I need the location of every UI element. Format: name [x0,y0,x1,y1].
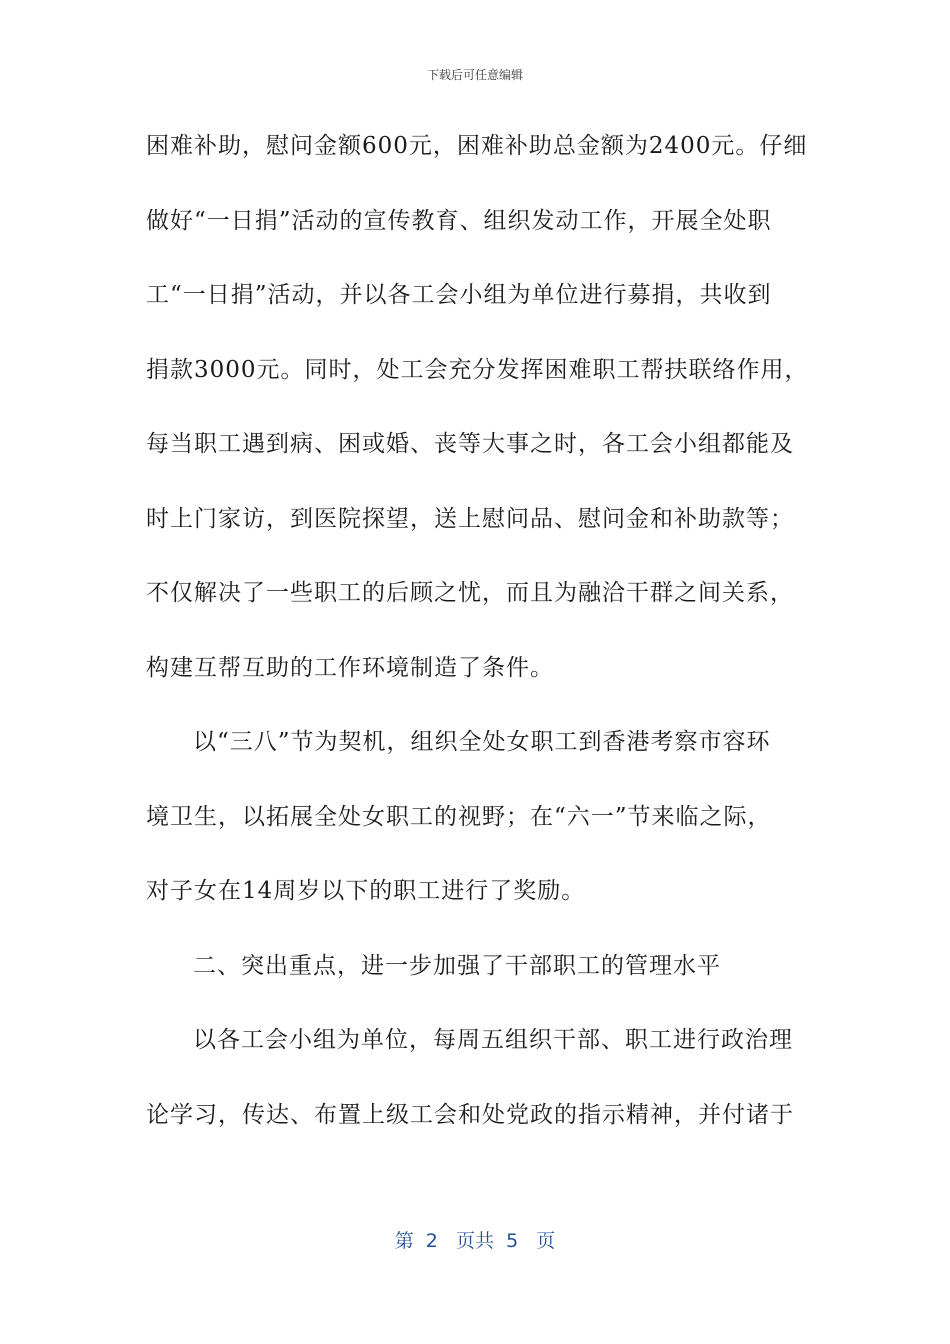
paragraph-line: 以各工会小组为单位，每周五组织干部、职工进行政治理 [193,1027,793,1053]
paragraph-line: 境卫生，以拓展全处女职工的视野；在“六一”节来临之际， [146,803,772,830]
paragraph-line: 捐款3000元。同时，处工会充分发挥困难职工帮扶联络作用， [146,356,809,383]
section-heading: 二、突出重点，进一步加强了干部职工的管理水平 [193,952,721,979]
document-body [146,118,809,1161]
paragraph-line: 时上门家访，到医院探望，送上慰问品、慰问金和补助款等； [146,505,794,532]
page-number-footer: 第 2 页共 5 页 [394,1230,556,1252]
paragraph-line: 论学习，传达、布置上级工会和处党政的指示精神，并付诸于 [146,1101,794,1128]
paragraph-line: 构建互帮互助的工作环境制造了条件。 [146,654,554,681]
page-header-note: 下载后可任意编辑 [426,68,523,82]
paragraph-line: 工“一日捐”活动，并以各工会小组为单位进行募捐，共收到 [146,282,772,308]
paragraph-line: 对子女在14周岁以下的职工进行了奖励。 [146,878,586,904]
paragraph-line: 每当职工遇到病、困或婚、丧等大事之时，各工会小组都能及 [146,431,794,457]
paragraph-line: 做好“一日捐”活动的宣传教育、组织发动工作，开展全处职 [146,207,772,234]
paragraph-line: 不仅解决了一些职工的后顾之忧，而且为融洽干群之间关系， [146,580,794,606]
paragraph-line: 困难补助，慰问金额600元，困难补助总金额为2400元。仔细 [146,133,808,159]
paragraph-line: 以“三八”节为契机，组织全处女职工到香港考察市容环 [193,729,771,755]
